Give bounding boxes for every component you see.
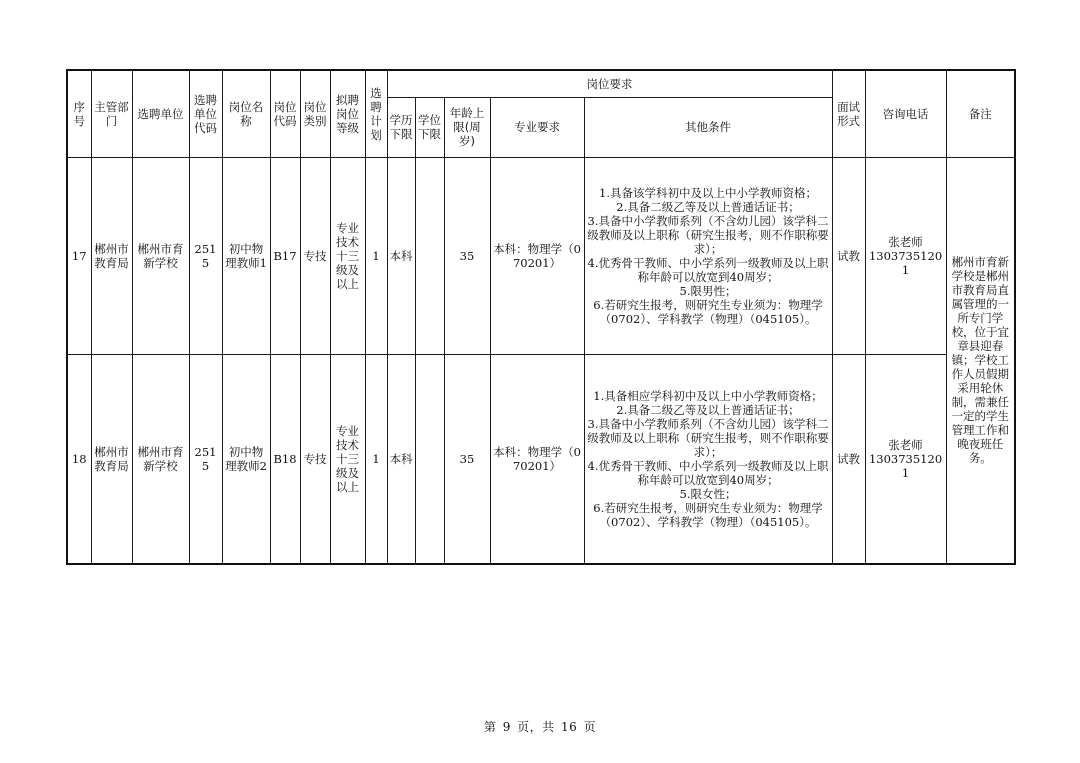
- row-post-name: 初中物理教师1: [222, 157, 270, 354]
- header-seq: 序号: [67, 70, 91, 157]
- page-prefix: 第: [483, 720, 497, 734]
- page-footer: [0, 718, 1080, 735]
- row-interview: 试教: [832, 354, 865, 564]
- row-unit: 郴州市育新学校: [132, 354, 189, 564]
- condition-line: 1.具备相应学科初中及以上中小学教师资格；: [593, 388, 823, 403]
- row-conditions: [584, 354, 832, 564]
- header-unit-code: 选聘单位代码: [189, 70, 222, 157]
- condition-line: 6.若研究生报考，则研究生专业须为：物理学（0702）、学科教学（物理）（045105）。: [593, 500, 823, 529]
- row-major: 本科：物理学（070201）: [490, 354, 584, 564]
- row-post-type: 专技: [300, 354, 330, 564]
- page-total: 16: [561, 720, 578, 734]
- row-phone: [865, 354, 946, 564]
- condition-line: 4.优秀骨干教师、中小学系列一级教师及以上职称年龄可以放宽到40周岁；: [587, 458, 829, 487]
- row-interview: 试教: [832, 157, 865, 354]
- row-major: 本科：物理学（070201）: [490, 157, 584, 354]
- header-interview: 面试形式: [832, 70, 865, 157]
- row-dept: 郴州市教育局: [91, 354, 132, 564]
- row-level: 专业技术十三级及以上: [330, 157, 365, 354]
- row-seq: 17: [67, 157, 91, 354]
- condition-line: 6.若研究生报考，则研究生专业须为：物理学（0702）、学科教学（物理）（045105）。: [593, 297, 823, 326]
- header-row-1: [67, 70, 1015, 97]
- condition-line: 1.具备该学科初中及以上中小学教师资格；: [599, 185, 818, 200]
- condition-line: 3.具备中小学教师系列（不含幼儿园）该学科二级教师及以上职称（研究生报考，则不作职称要求）；: [587, 213, 829, 256]
- contact-phone: 13037351201: [868, 451, 943, 480]
- row-degree: [415, 354, 444, 564]
- header-remarks: 备注: [946, 70, 1015, 157]
- condition-line: 5.限女性；: [679, 486, 737, 501]
- condition-line: 2.具备二级乙等及以上普通话证书；: [616, 199, 800, 214]
- table-row: [67, 354, 1015, 564]
- row-degree: [415, 157, 444, 354]
- page-mid: 页，共: [517, 720, 555, 734]
- row-post-code: B18: [270, 354, 300, 564]
- table-row: [67, 157, 1015, 354]
- row-level: 专业技术十三级及以上: [330, 354, 365, 564]
- row-plan: 1: [365, 354, 387, 564]
- row-post-code: B17: [270, 157, 300, 354]
- recruitment-table: [66, 69, 1016, 565]
- row-post-type: 专技: [300, 157, 330, 354]
- header-degree: 学位下限: [415, 97, 444, 157]
- header-post-code: 岗位代码: [270, 70, 300, 157]
- row-plan: 1: [365, 157, 387, 354]
- header-post-name: 岗位名称: [222, 70, 270, 157]
- page-suffix: 页: [583, 720, 597, 734]
- condition-line: 3.具备中小学教师系列（不含幼儿园）该学科二级教师及以上职称（研究生报考，则不作职称要求）；: [587, 416, 829, 459]
- header-post-type: 岗位类别: [300, 70, 330, 157]
- row-post-name: 初中物理教师2: [222, 354, 270, 564]
- header-level: 拟聘岗位等级: [330, 70, 365, 157]
- row-age: 35: [444, 157, 490, 354]
- row-seq: 18: [67, 354, 91, 564]
- row-unit-code: 2515: [189, 157, 222, 354]
- contact-name: 张老师: [888, 234, 923, 249]
- row-dept: 郴州市教育局: [91, 157, 132, 354]
- header-other: 其他条件: [584, 97, 832, 157]
- page-current: 9: [502, 720, 511, 734]
- condition-line: 2.具备二级乙等及以上普通话证书；: [616, 402, 800, 417]
- row-unit-code: 2515: [189, 354, 222, 564]
- condition-line: 5.限男性；: [679, 283, 737, 298]
- row-edu: 本科: [387, 354, 415, 564]
- header-major: 专业要求: [490, 97, 584, 157]
- row-edu: 本科: [387, 157, 415, 354]
- header-age: 年龄上限(周岁): [444, 97, 490, 157]
- row-age: 35: [444, 354, 490, 564]
- header-unit: 选聘单位: [132, 70, 189, 157]
- remarks-cell: 郴州市育新学校是郴州市教育局直属管理的一所专门学校，位于宜章县迎春镇；学校工作人员假期采用轮休制，需兼任一定的学生管理工作和晚夜班任务。: [946, 157, 1015, 564]
- header-dept: 主管部门: [91, 70, 132, 157]
- header-plan: 选聘计划: [365, 70, 387, 157]
- header-requirements: 岗位要求: [387, 70, 832, 97]
- header-edu: 学历下限: [387, 97, 415, 157]
- contact-phone: 13037351201: [868, 248, 943, 277]
- row-unit: 郴州市育新学校: [132, 157, 189, 354]
- row-phone: [865, 157, 946, 354]
- contact-name: 张老师: [888, 437, 923, 452]
- header-phone: 咨询电话: [865, 70, 946, 157]
- condition-line: 4.优秀骨干教师、中小学系列一级教师及以上职称年龄可以放宽到40周岁；: [587, 255, 829, 284]
- row-conditions: [584, 157, 832, 354]
